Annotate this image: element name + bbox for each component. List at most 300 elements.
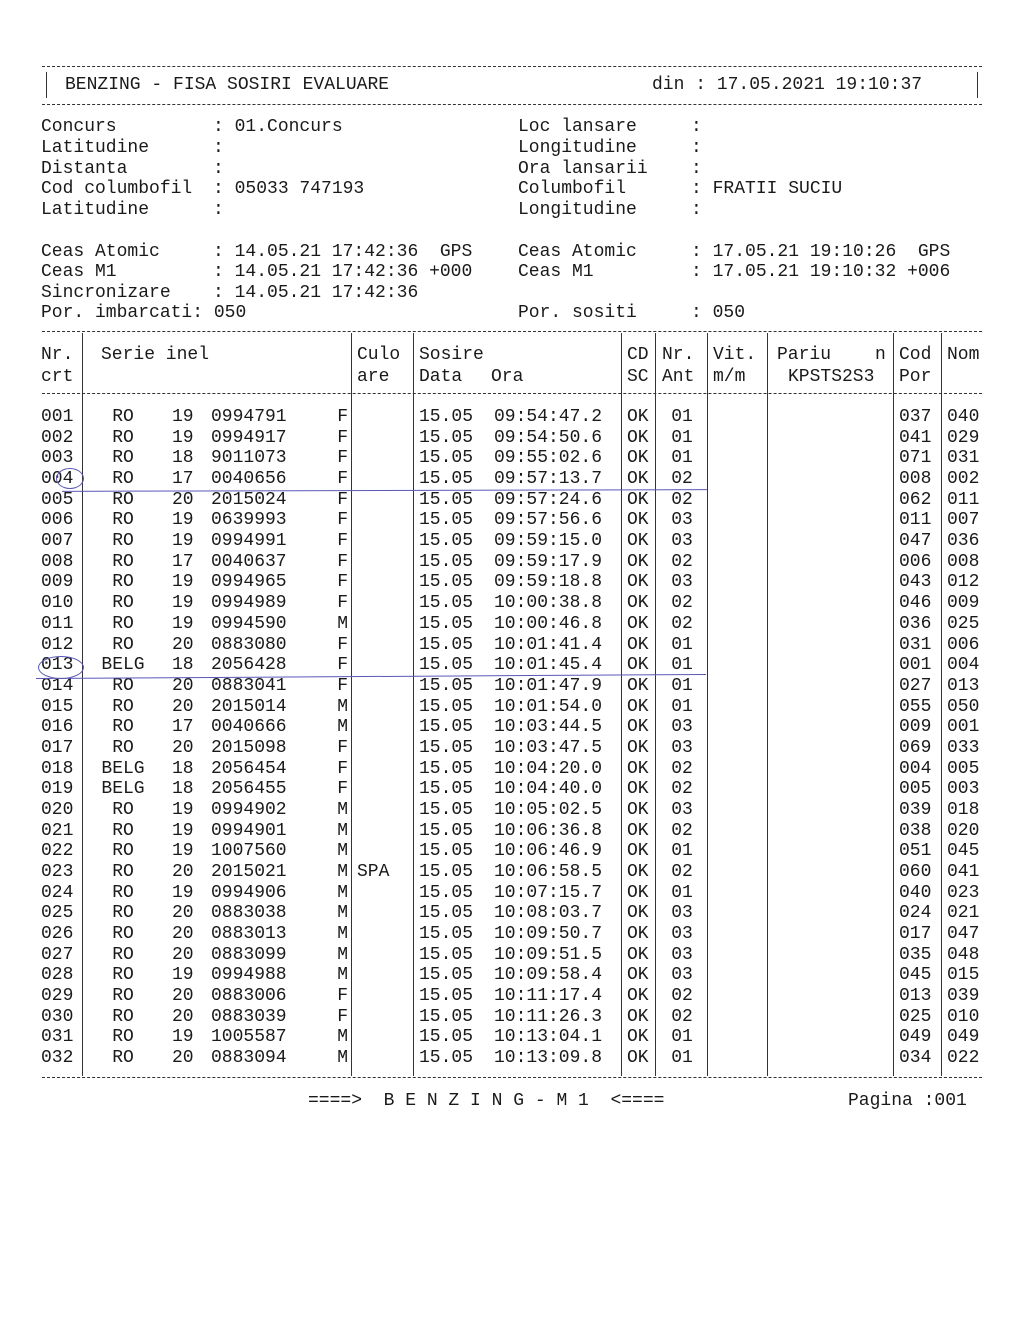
cell-cd: OK [627, 634, 649, 655]
cell-nom: 002 [947, 469, 980, 489]
cell-ring: 0883013 [211, 924, 287, 944]
cell-cod: 004 [899, 758, 932, 779]
cell-cd: OK [627, 489, 649, 510]
clock-label-atomic-left: Ceas Atomic [41, 242, 160, 262]
cell-sex: F [337, 779, 348, 800]
cell-cod: 043 [899, 572, 932, 593]
cell-year: 19 [172, 965, 194, 986]
cell-ora: 09:55:02.6 [494, 448, 603, 469]
cell-sex: F [337, 655, 348, 676]
cell-cd: OK [627, 799, 649, 820]
cell-country: RO [112, 862, 134, 882]
cell-ora: 09:54:50.6 [494, 427, 603, 448]
info-value-ora-lansarii: : [691, 159, 713, 179]
cell-nr: 018 [41, 758, 74, 779]
cell-nr-ant: 02 [671, 489, 693, 510]
cell-sex: F [337, 675, 348, 696]
info-value-longitudine: : [691, 138, 713, 158]
cell-nom: 009 [947, 593, 980, 614]
cell-cod: 049 [899, 1027, 932, 1048]
cell-ring: 0994901 [211, 820, 287, 841]
cell-country: BELG [101, 758, 145, 779]
cell-nom: 006 [947, 634, 980, 655]
cell-cod: 039 [899, 799, 932, 820]
info-label-distanta: Distanta [41, 159, 128, 179]
cell-ring: 0040666 [211, 717, 287, 738]
cell-year: 20 [172, 924, 194, 944]
cell-nr-ant: 01 [671, 1048, 693, 1069]
cell-nr-ant: 01 [671, 1027, 693, 1048]
cell-ring: 0994590 [211, 613, 287, 634]
clock-value-atomic-left: : 14.05.21 17:42:36 GPS [213, 242, 473, 262]
cell-cod: 005 [899, 779, 932, 800]
cell-country: RO [112, 510, 134, 531]
cell-sex: F [337, 758, 348, 779]
cell-nr-ant: 02 [671, 593, 693, 614]
cell-country: RO [112, 448, 134, 469]
cell-nr: 020 [41, 799, 74, 820]
cell-cod: 060 [899, 862, 932, 882]
info-label-latitudine-2: Latitudine [41, 200, 150, 220]
cell-country: BELG [101, 779, 145, 800]
cell-country: RO [112, 613, 134, 634]
cell-cod: 031 [899, 634, 932, 655]
col-header-are: are [357, 367, 390, 387]
cell-ring: 0883099 [211, 944, 287, 965]
cell-nr: 013 [41, 655, 74, 676]
cell-year: 20 [172, 944, 194, 965]
cell-cd: OK [627, 820, 649, 841]
cell-nr: 012 [41, 634, 74, 655]
page-number: Pagina :001 [848, 1091, 967, 1111]
cell-ring: 0994902 [211, 799, 287, 820]
cell-cod: 069 [899, 737, 932, 758]
cell-year: 19 [172, 407, 194, 427]
cell-year: 19 [172, 613, 194, 634]
cell-nom: 041 [947, 862, 980, 882]
cell-data: 15.05 [419, 551, 474, 572]
cell-cod: 034 [899, 1048, 932, 1069]
clock-value-atomic-right: : 17.05.21 19:10:26 GPS [691, 242, 951, 262]
cell-nr: 032 [41, 1048, 74, 1069]
cell-ora: 10:13:09.8 [494, 1048, 603, 1069]
cell-ora: 09:59:17.9 [494, 551, 603, 572]
cell-sex: M [337, 1048, 348, 1069]
cell-cd: OK [627, 427, 649, 448]
col-header-ora: Ora [491, 367, 524, 387]
cell-nr: 014 [41, 675, 74, 696]
cell-ring: 2056428 [211, 655, 287, 676]
cell-nom: 039 [947, 986, 980, 1006]
cell-cd: OK [627, 593, 649, 614]
cell-sex: F [337, 407, 348, 427]
cell-sex: M [337, 882, 348, 903]
cell-nr-ant: 02 [671, 758, 693, 779]
cell-nr-ant: 01 [671, 675, 693, 696]
cell-cod: 055 [899, 696, 932, 717]
info-label-columbofil: Columbofil [518, 179, 627, 199]
cell-ring: 0883006 [211, 986, 287, 1006]
cell-ora: 09:59:18.8 [494, 572, 603, 593]
cell-country: RO [112, 882, 134, 903]
cell-data: 15.05 [419, 1048, 474, 1069]
cell-ora: 10:06:46.9 [494, 841, 603, 862]
cell-nr-ant: 02 [671, 779, 693, 800]
cell-nr: 030 [41, 1006, 74, 1027]
cell-ora: 10:00:46.8 [494, 613, 603, 634]
col-header-pariu: Pariu [777, 345, 832, 365]
cell-nr-ant: 01 [671, 696, 693, 717]
col-header-cd: CD [627, 345, 649, 365]
cell-ora: 10:09:58.4 [494, 965, 603, 986]
cell-country: RO [112, 675, 134, 696]
cell-nr-ant: 03 [671, 944, 693, 965]
cell-nr: 010 [41, 593, 74, 614]
cell-sex: F [337, 448, 348, 469]
cell-nom: 013 [947, 675, 980, 696]
cell-nom: 031 [947, 448, 980, 469]
cell-nr-ant: 02 [671, 986, 693, 1006]
cell-nom: 023 [947, 882, 980, 903]
cell-cd: OK [627, 965, 649, 986]
col-header-nr-ant: Nr. [662, 345, 695, 365]
cell-year: 20 [172, 489, 194, 510]
info-label-longitudine: Longitudine [518, 138, 637, 158]
cell-ring: 0639993 [211, 510, 287, 531]
cell-nr-ant: 03 [671, 799, 693, 820]
col-sep-ant [707, 333, 708, 1076]
col-header-crt: crt [41, 367, 74, 387]
cell-data: 15.05 [419, 510, 474, 531]
cell-cd: OK [627, 407, 649, 427]
cell-cd: OK [627, 882, 649, 903]
cell-country: RO [112, 469, 134, 489]
cell-data: 15.05 [419, 737, 474, 758]
cell-nr-ant: 01 [671, 655, 693, 676]
cell-ring: 2015098 [211, 737, 287, 758]
cell-nom: 004 [947, 655, 980, 676]
col-header-pariu-n: n [875, 345, 886, 365]
cell-nr-ant: 01 [671, 634, 693, 655]
cell-ring: 1007560 [211, 841, 287, 862]
cell-ring: 1005587 [211, 1027, 287, 1048]
cell-cod: 009 [899, 717, 932, 738]
cell-year: 20 [172, 862, 194, 882]
cell-data: 15.05 [419, 675, 474, 696]
cell-country: RO [112, 407, 134, 427]
cell-cod: 024 [899, 903, 932, 924]
cell-country: RO [112, 944, 134, 965]
cell-nr: 031 [41, 1027, 74, 1048]
cell-data: 15.05 [419, 696, 474, 717]
cell-nr-ant: 02 [671, 469, 693, 489]
cell-ora: 10:03:47.5 [494, 737, 603, 758]
cell-year: 20 [172, 903, 194, 924]
cell-ring: 0883038 [211, 903, 287, 924]
cell-sex: M [337, 862, 348, 882]
cell-year: 17 [172, 717, 194, 738]
cell-nr: 006 [41, 510, 74, 531]
cell-ring: 2056455 [211, 779, 287, 800]
cell-nr-ant: 02 [671, 613, 693, 634]
cell-cod: 051 [899, 841, 932, 862]
cell-nr: 029 [41, 986, 74, 1006]
info-label-longitudine-2: Longitudine [518, 200, 637, 220]
cell-sex: M [337, 696, 348, 717]
cell-ora: 10:05:02.5 [494, 799, 603, 820]
col-header-vit: Vit. [713, 345, 757, 365]
cell-sex: F [337, 572, 348, 593]
cell-nr: 019 [41, 779, 74, 800]
table-header-rule [42, 393, 982, 394]
table-bottom-rule [42, 1077, 982, 1078]
cell-year: 20 [172, 1048, 194, 1069]
cell-nr-ant: 02 [671, 862, 693, 882]
cell-sex: M [337, 717, 348, 738]
cell-ora: 10:06:36.8 [494, 820, 603, 841]
cell-ring: 0883094 [211, 1048, 287, 1069]
cell-ring: 0994791 [211, 407, 287, 427]
table-top-rule [42, 331, 982, 332]
col-sep-vit [767, 333, 768, 1076]
cell-ring: 0994989 [211, 593, 287, 614]
info-value-columbofil: : FRATII SUCIU [691, 179, 843, 199]
cell-sex: M [337, 1027, 348, 1048]
cell-ring: 0994906 [211, 882, 287, 903]
cell-sex: M [337, 903, 348, 924]
cell-year: 18 [172, 758, 194, 779]
ink-circle-004 [56, 468, 84, 489]
cell-cd: OK [627, 841, 649, 862]
cell-ring: 0994991 [211, 531, 287, 552]
cell-cd: OK [627, 862, 649, 882]
cell-year: 19 [172, 820, 194, 841]
cell-data: 15.05 [419, 799, 474, 820]
cell-country: BELG [101, 655, 145, 676]
cell-ora: 10:13:04.1 [494, 1027, 603, 1048]
cell-nr-ant: 01 [671, 407, 693, 427]
date-label: din : 17.05.2021 19:10:37 [652, 75, 923, 95]
cell-ora: 09:59:15.0 [494, 531, 603, 552]
cell-nr: 024 [41, 882, 74, 903]
cell-sex: M [337, 965, 348, 986]
cell-nr: 017 [41, 737, 74, 758]
cell-cd: OK [627, 737, 649, 758]
cell-nom: 049 [947, 1027, 980, 1048]
col-header-mm: m/m [713, 367, 746, 387]
cell-nr: 003 [41, 448, 74, 469]
col-header-cod: Cod [899, 345, 932, 365]
cell-year: 20 [172, 737, 194, 758]
cell-country: RO [112, 551, 134, 572]
cell-cod: 035 [899, 944, 932, 965]
cell-cod: 017 [899, 924, 932, 944]
cell-nr-ant: 01 [671, 427, 693, 448]
cell-nr-ant: 01 [671, 841, 693, 862]
cell-nom: 005 [947, 758, 980, 779]
report-title: BENZING - FISA SOSIRI EVALUARE [65, 75, 390, 95]
cell-sex: M [337, 613, 348, 634]
cell-cod: 011 [899, 510, 932, 531]
cell-nom: 048 [947, 944, 980, 965]
cell-nr: 016 [41, 717, 74, 738]
cell-cd: OK [627, 572, 649, 593]
cell-country: RO [112, 737, 134, 758]
cell-cd: OK [627, 510, 649, 531]
cell-nom: 008 [947, 551, 980, 572]
cell-ring: 0883080 [211, 634, 287, 655]
cell-cod: 008 [899, 469, 932, 489]
cell-data: 15.05 [419, 593, 474, 614]
cell-nom: 010 [947, 1006, 980, 1027]
info-label-concurs: Concurs [41, 117, 117, 137]
cell-sex: F [337, 593, 348, 614]
count-label-sositi: Por. sositi [518, 303, 637, 323]
cell-nom: 003 [947, 779, 980, 800]
header-left-border [46, 72, 47, 98]
cell-nom: 018 [947, 799, 980, 820]
cell-ora: 09:57:13.7 [494, 469, 603, 489]
cell-cd: OK [627, 469, 649, 489]
cell-ora: 10:08:03.7 [494, 903, 603, 924]
cell-cod: 040 [899, 882, 932, 903]
cell-nr-ant: 01 [671, 882, 693, 903]
cell-country: RO [112, 593, 134, 614]
cell-cod: 027 [899, 675, 932, 696]
col-sep-sosire [621, 333, 622, 1076]
cell-data: 15.05 [419, 448, 474, 469]
cell-nr: 004 [41, 469, 74, 489]
footer-center: ====> B E N Z I N G - M 1 <==== [308, 1091, 665, 1111]
cell-cod: 047 [899, 531, 932, 552]
info-value-cod-columbofil: : 05033 747193 [213, 179, 365, 199]
cell-cd: OK [627, 944, 649, 965]
cell-sex: M [337, 820, 348, 841]
cell-data: 15.05 [419, 407, 474, 427]
info-value-distanta: : [213, 159, 235, 179]
ink-circle-013 [38, 656, 84, 679]
cell-ring: 0994988 [211, 965, 287, 986]
cell-year: 19 [172, 799, 194, 820]
clock-value-sincronizare: : 14.05.21 17:42:36 [213, 283, 419, 303]
cell-data: 15.05 [419, 758, 474, 779]
cell-data: 15.05 [419, 1027, 474, 1048]
cell-nom: 040 [947, 407, 980, 427]
cell-nom: 045 [947, 841, 980, 862]
cell-country: RO [112, 903, 134, 924]
cell-country: RO [112, 1006, 134, 1027]
col-header-nr: Nr. [41, 345, 74, 365]
cell-nr-ant: 03 [671, 572, 693, 593]
cell-cod: 036 [899, 613, 932, 634]
cell-cod: 037 [899, 407, 932, 427]
cell-nr: 021 [41, 820, 74, 841]
cell-cd: OK [627, 531, 649, 552]
cell-cd: OK [627, 1027, 649, 1048]
cell-nom: 011 [947, 489, 980, 510]
cell-ora: 10:04:20.0 [494, 758, 603, 779]
cell-sex: M [337, 799, 348, 820]
cell-nom: 036 [947, 531, 980, 552]
cell-nr: 002 [41, 427, 74, 448]
cell-sex: F [337, 1006, 348, 1027]
cell-ora: 10:11:26.3 [494, 1006, 603, 1027]
cell-cd: OK [627, 448, 649, 469]
clock-label-m1-right: Ceas M1 [518, 262, 594, 282]
col-header-serie: Serie inel [101, 345, 210, 365]
info-value-latitudine: : [213, 138, 235, 158]
cell-year: 19 [172, 531, 194, 552]
cell-cd: OK [627, 675, 649, 696]
col-sep-cd [655, 333, 656, 1076]
col-sep-culoare [413, 333, 414, 1076]
cell-ora: 10:11:17.4 [494, 986, 603, 1006]
clock-label-atomic-right: Ceas Atomic [518, 242, 637, 262]
cell-data: 15.05 [419, 965, 474, 986]
cell-data: 15.05 [419, 531, 474, 552]
cell-nr: 008 [41, 551, 74, 572]
cell-country: RO [112, 965, 134, 986]
cell-data: 15.05 [419, 903, 474, 924]
cell-sex: M [337, 944, 348, 965]
cell-ring: 0883041 [211, 675, 287, 696]
cell-year: 19 [172, 572, 194, 593]
cell-year: 19 [172, 882, 194, 903]
cell-year: 19 [172, 427, 194, 448]
cell-ora: 10:09:50.7 [494, 924, 603, 944]
cell-nom: 025 [947, 613, 980, 634]
cell-nr-ant: 03 [671, 924, 693, 944]
cell-nr-ant: 03 [671, 510, 693, 531]
cell-nr: 028 [41, 965, 74, 986]
cell-nom: 001 [947, 717, 980, 738]
col-header-por: Por [899, 367, 932, 387]
cell-year: 20 [172, 1006, 194, 1027]
cell-data: 15.05 [419, 924, 474, 944]
cell-sex: M [337, 924, 348, 944]
cell-nom: 021 [947, 903, 980, 924]
cell-cd: OK [627, 551, 649, 572]
cell-country: RO [112, 696, 134, 717]
cell-sex: F [337, 531, 348, 552]
cell-year: 20 [172, 675, 194, 696]
col-sep-cod [941, 333, 942, 1076]
cell-cd: OK [627, 1048, 649, 1069]
cell-ring: 0040656 [211, 469, 287, 489]
cell-cod: 013 [899, 986, 932, 1006]
cell-year: 19 [172, 593, 194, 614]
cell-country: RO [112, 572, 134, 593]
cell-data: 15.05 [419, 717, 474, 738]
cell-nr: 001 [41, 407, 74, 427]
cell-cod: 025 [899, 1006, 932, 1027]
cell-country: RO [112, 427, 134, 448]
cell-country: RO [112, 717, 134, 738]
info-label-ora-lansarii: Ora lansarii [518, 159, 648, 179]
cell-nr: 007 [41, 531, 74, 552]
cell-ring: 2056454 [211, 758, 287, 779]
cell-nr: 015 [41, 696, 74, 717]
cell-cd: OK [627, 613, 649, 634]
cell-data: 15.05 [419, 427, 474, 448]
cell-year: 19 [172, 510, 194, 531]
cell-cd: OK [627, 655, 649, 676]
cell-ring: 2015014 [211, 696, 287, 717]
cell-nr: 026 [41, 924, 74, 944]
col-header-culo: Culo [357, 345, 401, 365]
cell-ora: 09:57:24.6 [494, 489, 603, 510]
cell-nr-ant: 02 [671, 551, 693, 572]
